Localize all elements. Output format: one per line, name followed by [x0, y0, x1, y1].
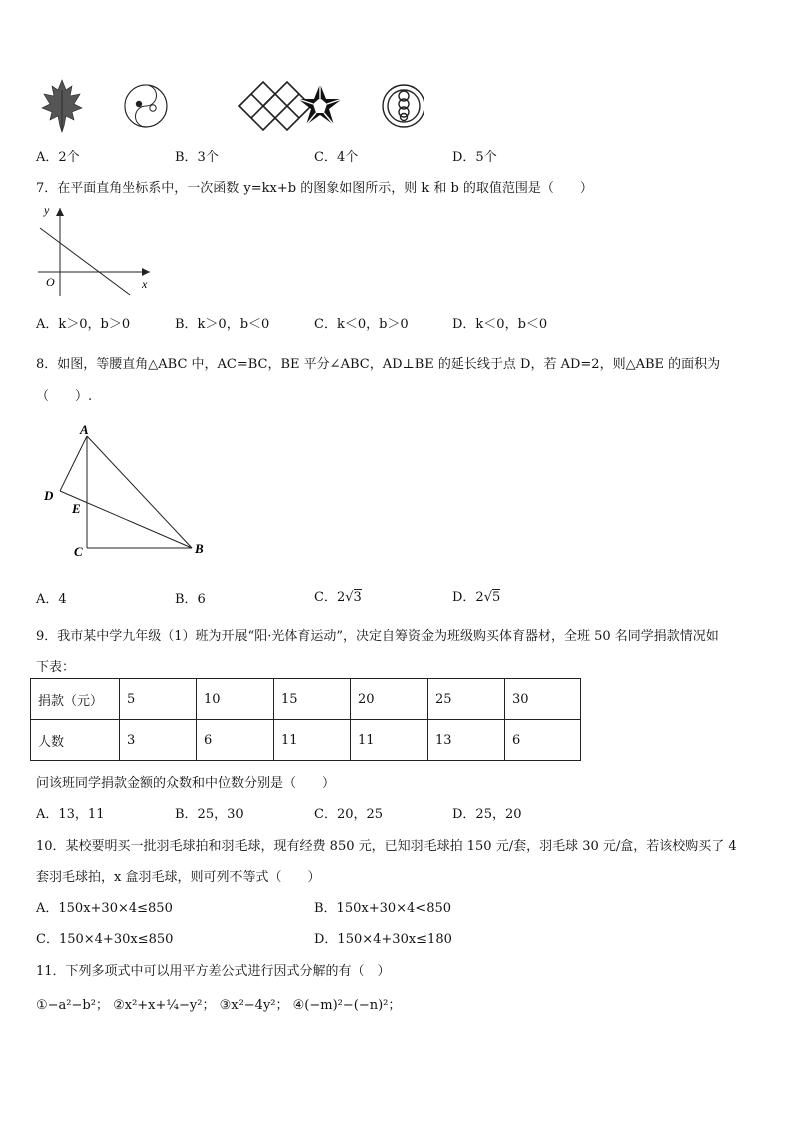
q9-option-a[interactable]: A．13，11: [36, 807, 105, 822]
q9-option-d[interactable]: D．25，20: [452, 807, 522, 822]
q7-option-c[interactable]: C．k＜0，b＞0: [314, 317, 409, 332]
table-header-cell: 人数: [31, 720, 120, 761]
table-cell: 30: [505, 679, 581, 720]
q11-stem: 11．下列多项式中可以用平方差公式进行因式分解的有（ ）: [36, 964, 391, 979]
q7-stem: 7．在平面直角坐标系中，一次函数 y=kx+b 的图象如图所示，则 k 和 b 的取值范围是（ ）: [36, 181, 593, 196]
q10-option-d[interactable]: D．150×4+30x≤180: [314, 932, 452, 947]
q8-stem-line1: 8．如图，等腰直角△ABC 中，AC=BC，BE 平分∠ABC，AD⊥BE 的延长线于点 D，若 AD=2，则△ABE 的面积为: [36, 357, 721, 372]
q8-option-d[interactable]: [452, 586, 500, 605]
table-cell: 11: [274, 720, 351, 761]
table-row: [31, 720, 581, 761]
q10-option-b[interactable]: B．150x+30×4<850: [314, 901, 452, 916]
q11-item-3: ③x²−4y²；: [219, 998, 289, 1013]
table-header-cell: 捐款（元）: [31, 679, 120, 720]
q8-option-c[interactable]: [314, 586, 362, 605]
q8-option-d-radicand: 5: [492, 590, 501, 605]
q6-option-a[interactable]: A．2个: [36, 150, 80, 165]
q8-option-c-radicand: 3: [353, 590, 362, 605]
q8-figure: [36, 418, 226, 568]
q8-stem-line2: （ ）.: [36, 389, 93, 404]
q9-question: 问该班同学捐款金额的众数和中位数分别是（ ）: [36, 776, 336, 791]
table-cell: 3: [120, 720, 197, 761]
point-e-label: E: [72, 501, 81, 516]
chinese-knot-icon: [239, 82, 311, 130]
table-cell: 20: [351, 679, 428, 720]
donation-table: [30, 678, 581, 761]
q10-option-c[interactable]: C．150×4+30x≤850: [36, 932, 174, 947]
q7-option-d[interactable]: D．k＜0，b＜0: [452, 317, 548, 332]
q6-option-d[interactable]: D．5个: [452, 150, 497, 165]
yin-yang-icon: [125, 85, 167, 127]
q8-option-a[interactable]: A．4: [36, 592, 67, 607]
q8-option-b[interactable]: B．6: [175, 592, 206, 607]
sqrt-symbol: √: [345, 590, 354, 605]
table-row: [31, 679, 581, 720]
q9-option-b[interactable]: B．25，30: [175, 807, 244, 822]
point-d-label: D: [44, 488, 54, 503]
table-cell: 10: [197, 679, 274, 720]
q10-stem-line1: 10．某校要明买一批羽毛球拍和羽毛球，现有经费 850 元，已知羽毛球拍 150 元/套，羽毛球 30 元/盒，若该校购买了 4: [36, 839, 737, 854]
table-cell: 5: [120, 679, 197, 720]
origin-label: O: [46, 275, 55, 289]
point-c-label: C: [74, 544, 83, 559]
q7-graph: [30, 200, 160, 300]
table-cell: 13: [428, 720, 505, 761]
table-cell: 25: [428, 679, 505, 720]
q6-option-b[interactable]: B．3个: [175, 150, 219, 165]
pentagon-flower-icon: [298, 84, 342, 125]
q10-stem-line2: 套羽毛球拍，x 盒羽毛球，则可列不等式（ ）: [36, 870, 321, 885]
q6-option-c[interactable]: C．4个: [314, 150, 359, 165]
q9-stem-line2: 下表：: [36, 660, 76, 675]
y-axis-label: y: [44, 203, 50, 217]
concentric-circles-icon: [383, 85, 424, 127]
q7-option-a[interactable]: A．k＞0，b＞0: [36, 317, 131, 332]
table-cell: 15: [274, 679, 351, 720]
table-cell: 11: [351, 720, 428, 761]
x-axis-label: x: [142, 277, 148, 291]
q8-option-d-coef: D．2: [452, 590, 484, 605]
q7-option-b[interactable]: B．k＞0，b＜0: [175, 317, 270, 332]
maple-leaf-icon: [42, 80, 82, 132]
point-b-label: B: [195, 541, 204, 556]
q10-option-a[interactable]: A．150x+30×4≤850: [36, 901, 173, 916]
q9-stem-line1: 9．我市某中学九年级（1）班为开展“阳·光体育运动”，决定自筹资金为班级购买体育器材，全班 50 名同学捐款情况如: [36, 629, 719, 644]
q9-option-c[interactable]: C．20，25: [314, 807, 384, 822]
q11-item-4: ④(−m)²−(−n)²；: [292, 998, 402, 1013]
table-cell: 6: [197, 720, 274, 761]
q6-figure-strip: [36, 76, 424, 134]
sqrt-symbol: √: [483, 590, 492, 605]
point-a-label: A: [80, 422, 89, 437]
q11-item-1: ①−a²−b²；: [36, 998, 109, 1013]
q11-item-2: ②x²+x+¼−y²；: [113, 998, 216, 1013]
q11-items: [36, 994, 401, 1013]
table-cell: 6: [505, 720, 581, 761]
q8-option-c-coef: C．2: [314, 590, 346, 605]
x-axis-arrow-icon: [142, 268, 150, 276]
y-axis-arrow-icon: [56, 208, 64, 216]
